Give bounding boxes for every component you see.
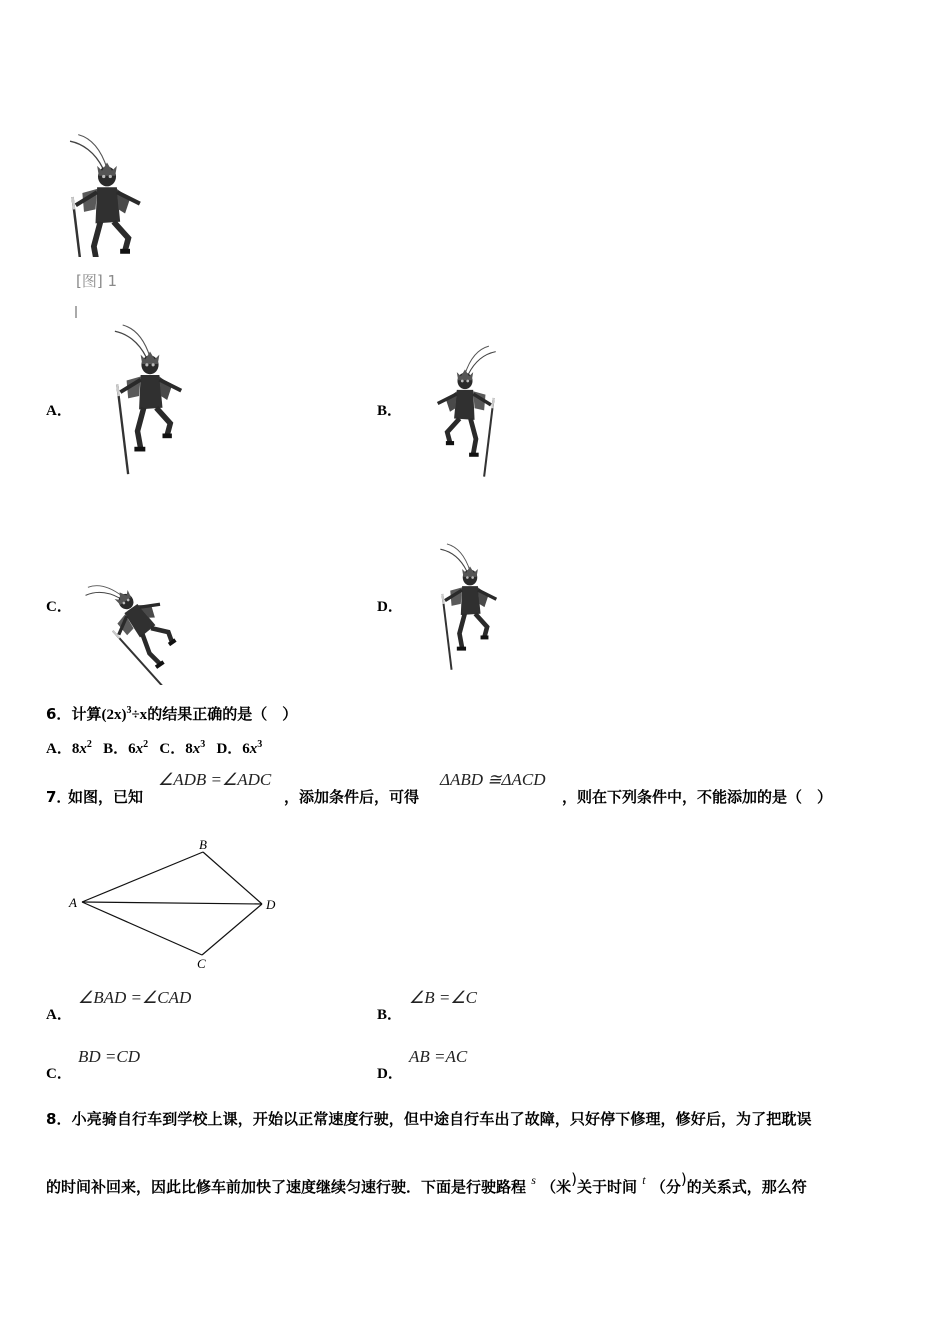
q6-option-a[interactable]: A．$8x^2$	[46, 739, 92, 757]
segment-cd	[202, 904, 262, 955]
q7-result: ΔABD ≅ΔACD	[440, 770, 546, 789]
q7-option-c-label[interactable]: C．	[46, 1066, 72, 1082]
figure-1-caption-mark	[75, 306, 77, 318]
q5-option-d-label[interactable]: D．	[377, 599, 403, 615]
segment-ac	[82, 902, 202, 955]
q7-option-c-expr[interactable]: BD =CD	[78, 1047, 140, 1066]
q7-option-a-expr[interactable]: ∠BAD =∠CAD	[78, 988, 192, 1007]
q5-option-c-image	[78, 560, 208, 685]
q7-given: ∠ADB =∠ADC	[158, 770, 272, 789]
q6-option-d[interactable]: D．$6x^3$	[216, 739, 263, 757]
segment-ad	[82, 902, 262, 904]
q8-var-t: t	[642, 1173, 646, 1187]
q6-option-b[interactable]: B．$6x^2$	[103, 739, 149, 757]
q6-text-prefix: 计算	[71, 705, 102, 723]
q6-options	[46, 737, 262, 758]
q6-number: 6．	[46, 705, 72, 723]
q6-text-suffix: 的结果正确的是（ ）	[147, 705, 298, 723]
q8-line-2: 的时间补回来，因此比修车前加快了速度继续匀速行驶．下面是行驶路程 $^s$ （米)关于时间 $^t$ （分)的关系式，那么符	[46, 1170, 807, 1196]
q7-option-a-label[interactable]: A．	[46, 1007, 72, 1023]
figure-1-caption: [图] 1	[76, 272, 118, 290]
question-6	[46, 703, 297, 724]
q6-expression: $(2x)^3\div x$	[101, 705, 148, 723]
q5-option-a-label[interactable]: A．	[46, 403, 72, 419]
q7-text-3: ，则在下列条件中，不能添加的是（ ）	[562, 788, 833, 806]
q6-option-c[interactable]: C．$8x^3$	[159, 739, 206, 757]
q5-option-a-image	[90, 318, 210, 478]
q7-text-2: ，添加条件后，可得	[284, 788, 420, 806]
q8-line-1: 8．小亮骑自行车到学校上课，开始以正常速度行驶，但中途自行车出了故障，只好停下修理，修好后，为了把耽误	[46, 1110, 812, 1128]
q5-option-c-label[interactable]: C．	[46, 599, 72, 615]
figure-1-image	[52, 112, 162, 257]
segment-ab	[82, 852, 203, 902]
q7-option-d-expr[interactable]: AB =AC	[409, 1047, 468, 1066]
q8-var-s: s	[531, 1173, 536, 1187]
q7-option-d-label[interactable]: D．	[377, 1066, 403, 1082]
q7-option-b-expr[interactable]: ∠B =∠C	[409, 988, 477, 1007]
q7-number: 7．	[46, 788, 72, 806]
label-d: D	[266, 897, 276, 912]
q5-option-b-label[interactable]: B．	[377, 403, 403, 419]
q5-option-b-image	[410, 340, 520, 480]
segment-bd	[203, 852, 262, 904]
q7-option-b-label[interactable]: B．	[377, 1007, 403, 1023]
label-b: B	[199, 837, 207, 852]
label-c: C	[197, 956, 206, 971]
q7-text-1: 如图，已知	[68, 788, 144, 806]
label-a: A	[69, 895, 77, 910]
q7-diagram	[60, 832, 290, 976]
q5-option-d-image	[420, 538, 520, 673]
